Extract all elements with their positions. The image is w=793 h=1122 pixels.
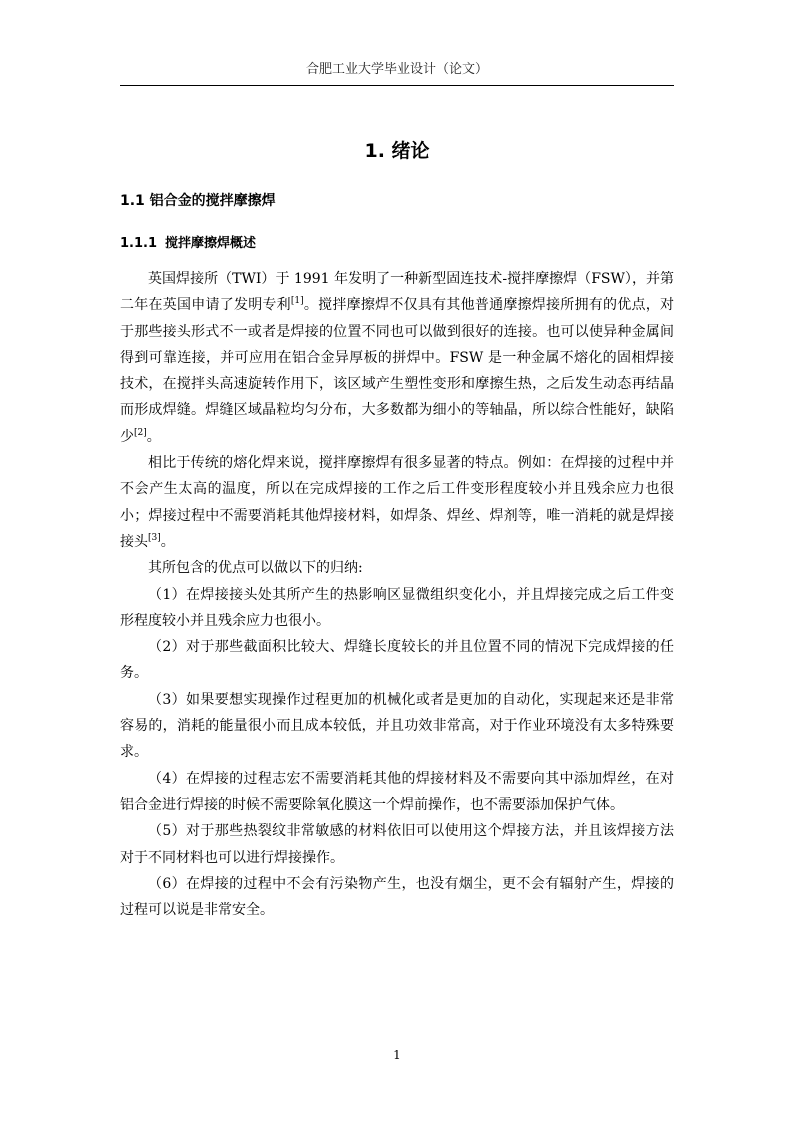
advantage-item: （2）对于那些截面积比较大、焊缝长度较长的并且位置不同的情况下完成焊接的任务。 — [120, 639, 674, 682]
section-title: 1.1 铝合金的搅拌摩擦焊 — [120, 193, 276, 209]
chapter-title: 1. 绪论 — [364, 140, 430, 162]
citation-ref: [2] — [134, 427, 147, 438]
summary-intro: 其所包含的优点可以做以下的归纳: — [148, 560, 363, 577]
paragraph-text: 。 — [146, 428, 161, 445]
subsection-heading: 搅拌摩擦焊概述 — [165, 236, 257, 251]
header-rule — [120, 85, 674, 86]
citation-ref: [1] — [290, 296, 304, 307]
paragraph-text: 。搅拌摩擦焊不仅具有其他普通摩擦焊接所拥有的优点，对于那些接头形式不一或者是焊接的位置不同也可以做到很好的连接。也可以使异种金属间得到可靠连接，并可应用在铝合金异厚板的拼焊中。FSW 是一种金属不熔化的固相焊接技术，在搅拌头高速旋转作用下，该区域产生塑性变形和摩擦生热，之后发生动态再结晶而形成焊缝。焊缝区域晶粒均匀分布，大多数都为细小的等轴晶，所以综合性能好，缺陷少 — [120, 297, 674, 445]
paragraph-text: 英国焊接所（TWI）于 1991 年发明了一种新型固连技术-搅拌摩擦焊（FSW），并第二年在英国申请了发明专利 — [120, 271, 674, 314]
paragraph-intro — [120, 266, 674, 450]
body-text — [120, 266, 674, 923]
page-number: 1 — [393, 1048, 401, 1062]
subsection-number: 1.1.1 — [120, 236, 158, 251]
advantage-item: （5）对于那些热裂纹非常敏感的材料依旧可以使用这个焊接方法，并且该焊接方法对于不同材料也可以进行焊接操作。 — [120, 823, 674, 866]
paragraph-comparison — [120, 450, 674, 555]
paragraph-text: 。 — [160, 533, 175, 550]
advantage-item: （1）在焊接接头处其所产生的热影响区显微组织变化小，并且焊接完成之后工件变形程度较小并且残余应力也很小。 — [120, 586, 674, 629]
citation-ref: [3] — [148, 532, 161, 543]
running-header: 合肥工业大学毕业设计（论文） — [305, 62, 488, 77]
advantage-item: （4）在焊接的过程志宏不需要消耗其他的焊接材料及不需要向其中添加焊丝，在对铝合金进行焊接的时候不需要除氧化膜这一个焊前操作，也不需要添加保护气体。 — [120, 770, 674, 813]
paragraph-text: 相比于传统的熔化焊来说，搅拌摩擦焊有很多显著的特点。例如：在焊接的过程中并不会产生太高的温度，所以在完成焊接的工作之后工件变形程度较小并且残余应力也很小；焊接过程中不需要消耗其他焊接材料，如焊条、焊丝、焊剂等，唯一消耗的就是焊接接头 — [120, 455, 674, 550]
advantage-item: （3）如果要想实现操作过程更加的机械化或者是更加的自动化，实现起来还是非常容易的，消耗的能量很小而且成本较低，并且功效非常高，对于作业环境没有太多特殊要求。 — [120, 691, 674, 761]
subsection-title — [120, 232, 256, 251]
advantage-item: （6）在焊接的过程中不会有污染物产生，也没有烟尘，更不会有辐射产生，焊接的过程可以说是非常安全。 — [120, 875, 674, 919]
